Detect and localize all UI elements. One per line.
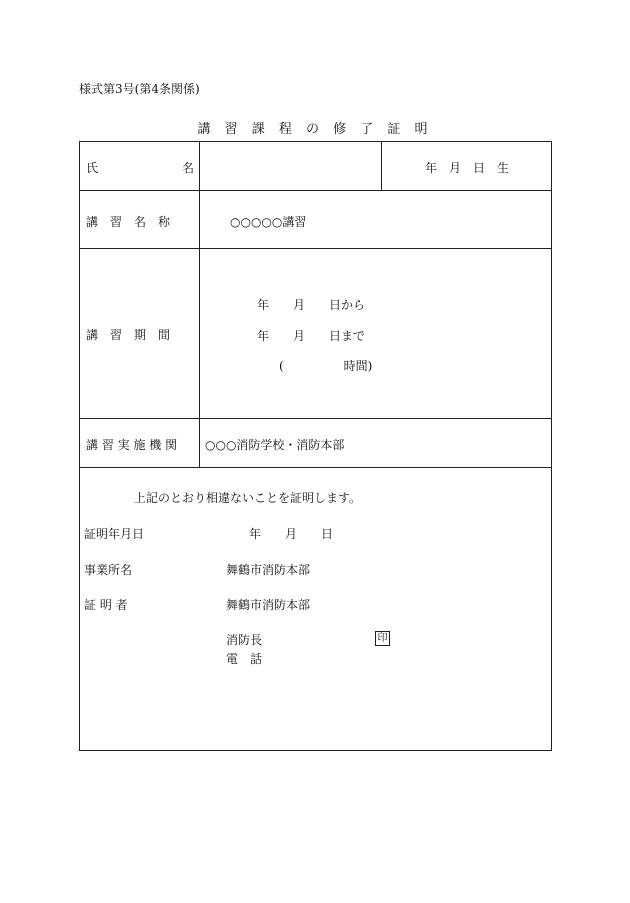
phone-label: 電 話: [226, 652, 263, 666]
seal-mark: [375, 630, 390, 646]
certification-date-label: 証明年月日: [84, 527, 145, 541]
office-name-value: 舞鶴市消防本部: [226, 563, 311, 577]
certification-statement: 上記のとおり相違ないことを証明します。: [134, 491, 362, 505]
period-from: 年 月 日から: [257, 298, 366, 312]
certificate-form-table: [79, 141, 552, 751]
label-column-divider: [199, 142, 200, 467]
row-divider: [80, 248, 551, 249]
course-name-value: ○○○○○講習: [230, 215, 307, 229]
document-title: 講 習 課 程 の 修 了 証 明: [197, 122, 433, 137]
institution-value: ○○○消防学校・消防本部: [205, 438, 345, 452]
period-to: 年 月 日まで: [257, 329, 366, 343]
seal-icon: 印: [375, 631, 390, 646]
fire-chief-label: 消防長: [226, 633, 263, 647]
row-divider: [80, 467, 551, 468]
certification-date-value: 年 月 日: [249, 527, 334, 541]
period-hours: ( 時間): [279, 359, 373, 373]
institution-label: 講 習 実 施 機 関: [86, 438, 178, 452]
certifier-value: 舞鶴市消防本部: [226, 598, 311, 612]
form-number-label: 様式第3号(第4条関係): [79, 82, 200, 96]
course-name-label: 講 習 名 称: [86, 215, 171, 229]
birthdate-text: 年 月 日 生: [424, 161, 509, 175]
period-label: 講 習 期 間: [86, 328, 171, 342]
name-label: 氏 名: [86, 161, 195, 175]
row-divider: [80, 418, 551, 419]
certifier-label: 証 明 者: [84, 598, 128, 612]
row-divider: [80, 190, 551, 191]
office-name-label: 事業所名: [84, 563, 133, 577]
